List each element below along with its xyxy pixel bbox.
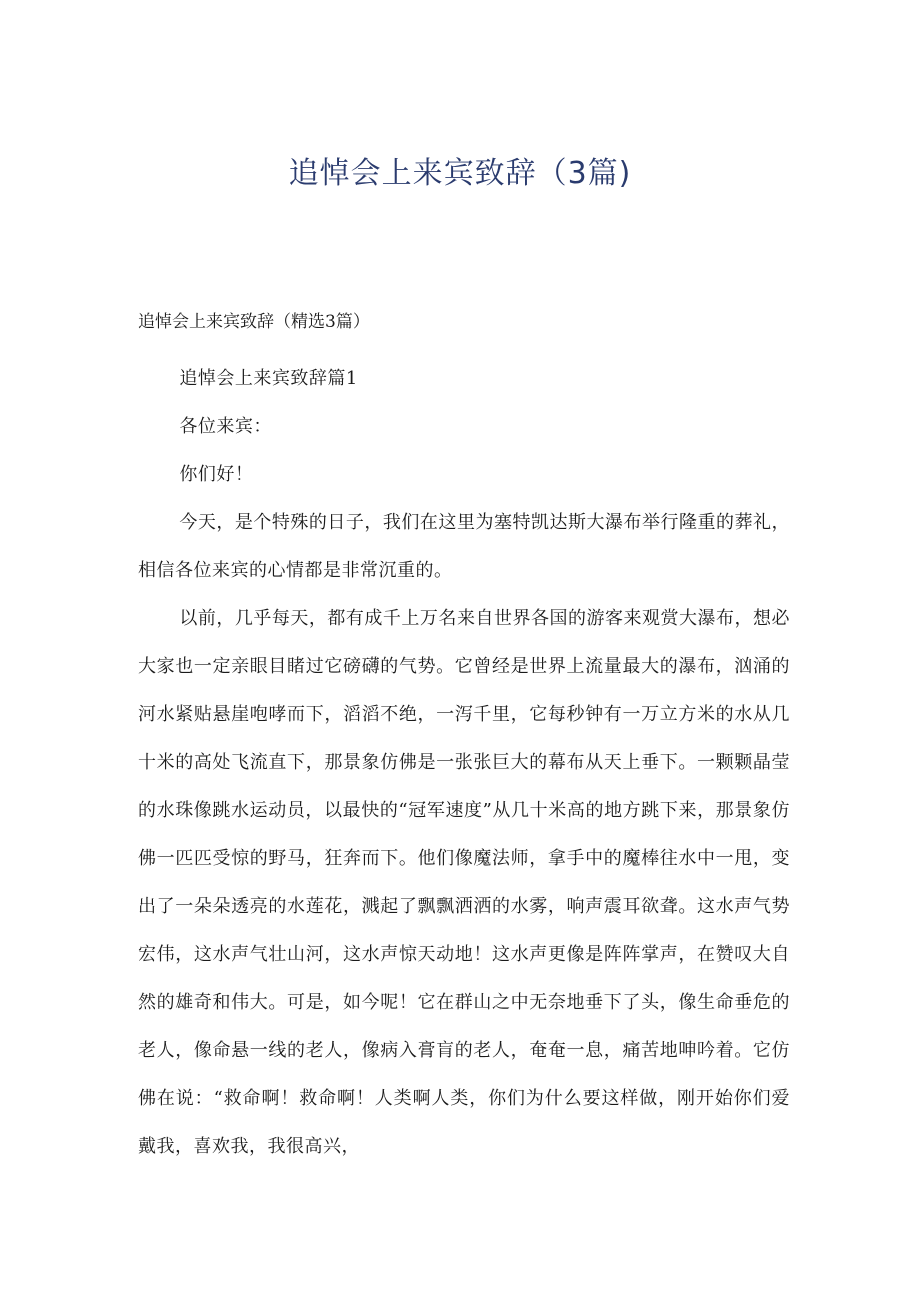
body-paragraph: 今天，是个特殊的日子，我们在这里为塞特凯达斯大瀑布举行隆重的葬礼，相信各位来宾的心情都是非常沉重的。 (138, 512, 790, 581)
document-title: 追悼会上来宾致辞（3篇) (288, 156, 632, 191)
greeting: 你们好！ (179, 464, 254, 485)
section-heading: 追悼会上来宾致辞篇1 (179, 368, 358, 389)
document-body (138, 355, 790, 1171)
document-subtitle: 追悼会上来宾致辞（精选3篇） (138, 312, 370, 332)
body-paragraph: 以前，几乎每天，都有成千上万名来自世界各国的游客来观赏大瀑布，想必大家也一定亲眼目睹过它磅礴的气势。它曾经是世界上流量最大的瀑布，汹涌的河水紧贴悬崖咆哮而下，滔滔不绝，一泻千里，它每秒钟有一万立方米的水从几十米的高处飞流直下，那景象仿佛是一张张巨大的幕布从天上垂下。一颗颗晶莹的水珠像跳水运动员，以最快的“冠军速度”从几十米高的地方跳下来，那景象仿佛一匹匹受惊的野马，狂奔而下。他们像魔法师，拿手中的魔棒往水中一甩，变出了一朵朵透亮的水莲花，溅起了飘飘洒洒的水雾，响声震耳欲聋。这水声气势宏伟，这水声气壮山河，这水声惊天动地！这水声更像是阵阵掌声，在赞叹大自然的雄奇和伟大。可是，如今呢！它在群山之中无奈地垂下了头，像生命垂危的老人，像命悬一线的老人，像病入膏肓的老人，奄奄一息，痛苦地呻吟着。它仿佛在说：“救命啊！救命啊！人类啊人类，你们为什么要这样做，刚开始你们爱戴我，喜欢我，我很高兴， (138, 608, 790, 1157)
salutation: 各位来宾： (179, 416, 272, 437)
